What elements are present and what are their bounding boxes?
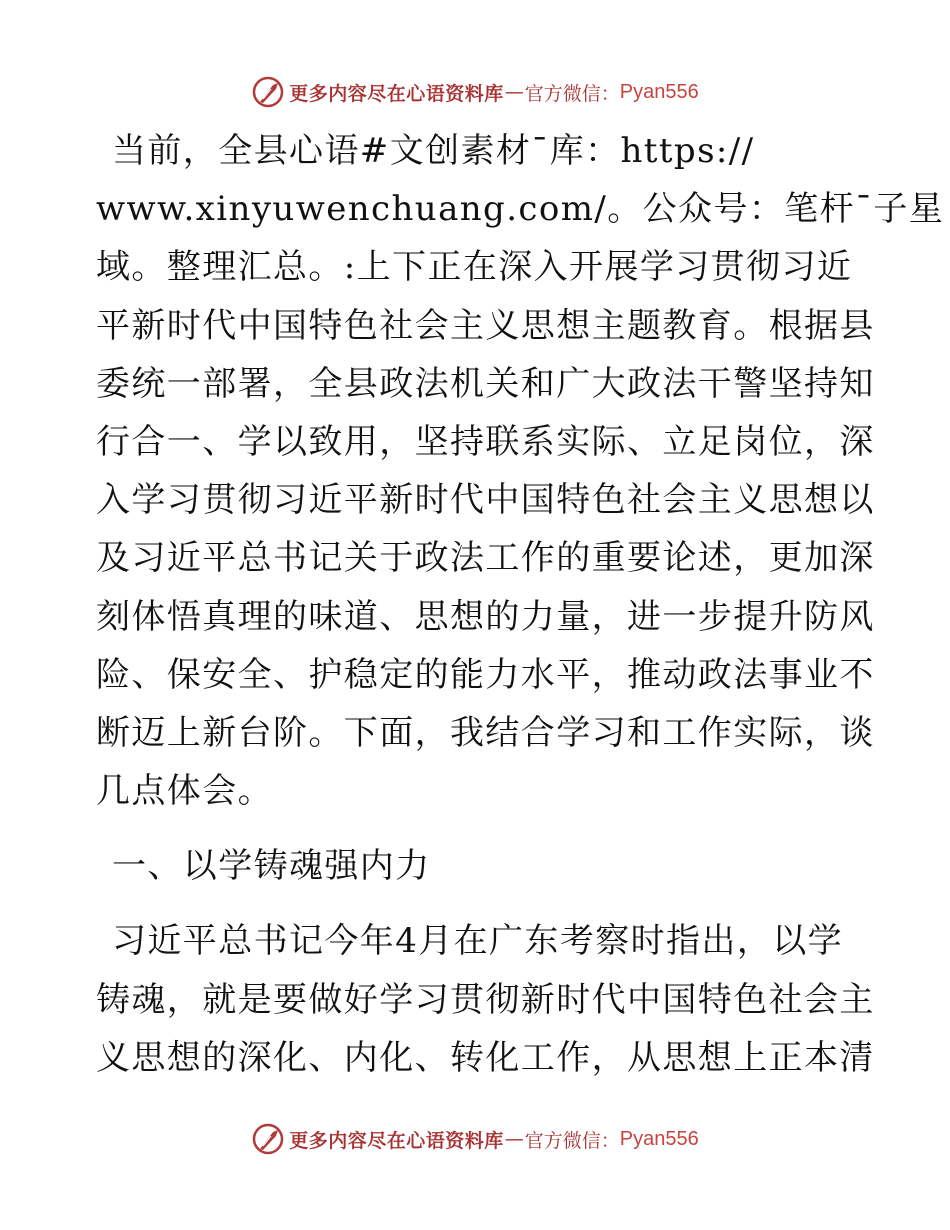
feather-pen-circle-icon [251,1122,285,1156]
text-line: 断迈上新台阶。下面，我结合学习和工作实际，谈 [96,712,875,753]
banner-dash: — [504,81,524,103]
text-line: 当前，全县心语#文创素材¯库：https:// [112,131,755,171]
text-line: 委统一部署，全县政法机关和广大政法干警坚持知 [96,363,875,404]
paragraph-section-one [96,912,875,1087]
text-line: 刻体悟真理的味道、思想的力量，进一步提升防风 [96,596,875,637]
feather-pen-circle-icon [251,75,285,109]
text-line: 几点体会。 [96,771,273,812]
banner-wechat-id: Pyan556 [619,80,699,103]
banner-brand-text: 更多内容尽在心语资料库 [289,1129,504,1152]
paragraph-gap [96,820,866,837]
text-line: 域。整理汇总。:上下正在深入开展学习贯彻习近 [96,247,853,288]
text-line: 习近平总书记今年4月在广东考察时指出，以学 [112,921,844,962]
paragraph-gap [96,895,866,912]
text-line: 平新时代中国特色社会主义思想主题教育。根据县 [96,305,875,346]
banner-wechat-id: Pyan556 [619,1127,699,1150]
header-banner [0,70,950,114]
section-heading: 一、以学铸魂强内力 [112,846,431,887]
banner-wechat-label: 官方微信： [524,1129,620,1152]
text-line: 及习近平总书记关于政法工作的重要论述，更加深 [96,538,875,579]
text-line: 铸魂，就是要做好学习贯彻新时代中国特色社会主 [96,979,875,1020]
text-line: 险、保安全、护稳定的能力水平，推动政法事业不 [96,654,875,695]
text-line: 入学习贯彻习近平新时代中国特色社会主义思想以 [96,480,875,521]
text-line: www.xinyuwenchuang.com/。公众号：笔杆¯子星 [96,189,945,230]
text-line: 行合一、学以致用，坚持联系实际、立足岗位，深 [96,421,875,462]
footer-banner [0,1117,950,1161]
paragraph-intro [96,122,945,820]
document-body [96,122,945,1087]
banner-wechat-label: 官方微信： [524,82,620,105]
banner-dash: — [504,1128,524,1150]
banner-brand-text: 更多内容尽在心语资料库 [289,82,504,105]
text-line: 义思想的深化、内化、转化工作，从思想上正本清 [96,1037,875,1078]
